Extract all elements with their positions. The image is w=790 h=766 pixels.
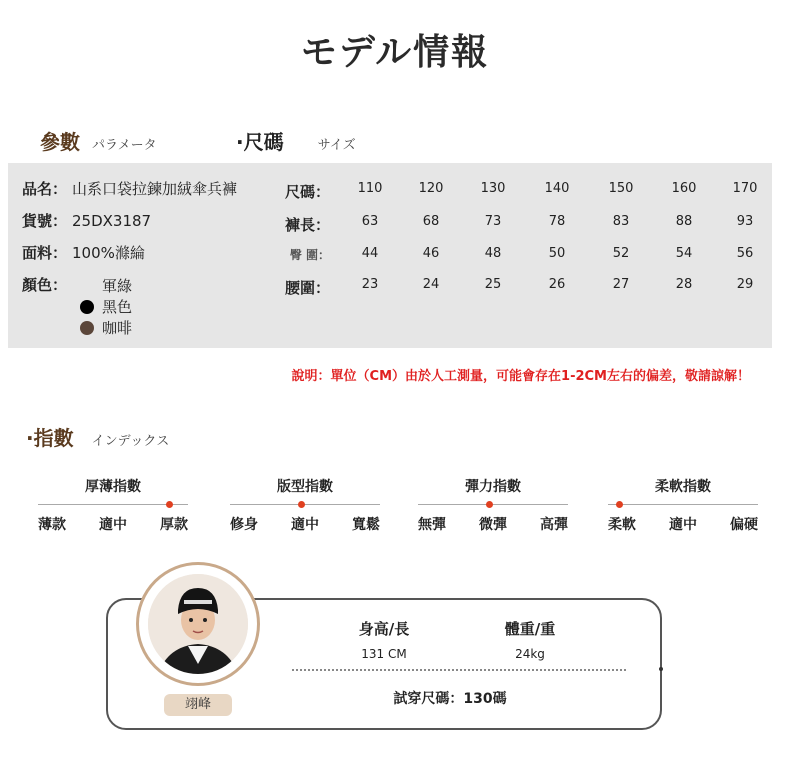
size-row-label: 腰圍： xyxy=(284,279,330,297)
index-scale xyxy=(230,498,380,512)
size-table-row xyxy=(270,181,760,201)
index-group xyxy=(230,476,380,534)
size-cell: 26 xyxy=(548,277,566,292)
size-cell: 50 xyxy=(548,246,566,261)
color-name: 黑色 xyxy=(102,298,133,316)
index-option: 適中 xyxy=(99,517,127,533)
index-sub: インデックス xyxy=(91,434,170,449)
index-group xyxy=(418,476,568,534)
index-title: 厚薄指數 xyxy=(85,479,141,495)
size-cell: 130 xyxy=(480,181,506,196)
model-weight xyxy=(470,618,590,661)
size-section-heading xyxy=(236,126,356,155)
index-option: 無彈 xyxy=(418,517,446,533)
product-material-label: 面料： xyxy=(22,244,68,262)
measurement-note: 說明：單位（CM）由於人工測量，可能會存在1-2CM左右的偏差，敬請諒解！ xyxy=(291,369,750,384)
size-cell: 24 xyxy=(422,277,440,292)
page-title: モデル情報 xyxy=(300,32,490,73)
size-cell: 27 xyxy=(612,277,630,292)
size-row-label: 尺碼： xyxy=(284,183,330,201)
index-options xyxy=(608,514,758,534)
model-avatar xyxy=(136,562,260,686)
size-cell: 46 xyxy=(422,246,440,261)
size-cell: 28 xyxy=(675,277,693,292)
size-cell: 83 xyxy=(612,214,630,229)
child-portrait-icon xyxy=(148,574,248,674)
index-title: 版型指數 xyxy=(277,479,333,495)
model-height xyxy=(324,618,444,661)
index-marker xyxy=(616,501,623,508)
size-cell: 160 xyxy=(671,181,697,196)
size-sub: サイズ xyxy=(317,138,356,153)
index-group xyxy=(608,476,758,534)
size-cell: 170 xyxy=(732,181,758,196)
product-name-label: 品名： xyxy=(22,180,68,198)
product-color-label: 顏色： xyxy=(22,276,68,294)
weight-value: 24kg xyxy=(515,647,545,661)
index-option: 寬鬆 xyxy=(352,517,380,533)
index-title: 柔軟指數 xyxy=(655,479,711,495)
size-cell: 52 xyxy=(612,246,630,261)
model-name-tag: 翊峰 xyxy=(164,694,232,716)
params-sub: パラメータ xyxy=(92,138,157,153)
params-section-heading xyxy=(40,126,157,155)
size-cell: 56 xyxy=(736,246,754,261)
dotted-divider xyxy=(292,669,626,671)
size-table-row xyxy=(270,214,760,234)
color-item xyxy=(80,317,132,338)
index-scale-line xyxy=(418,504,568,505)
product-material: 100%滌綸 xyxy=(72,244,145,262)
size-cell: 150 xyxy=(608,181,634,196)
size-table-row xyxy=(270,277,760,297)
size-cell: 73 xyxy=(484,214,502,229)
tried-size xyxy=(340,688,560,708)
size-label: ·尺碼 xyxy=(236,130,284,154)
color-list xyxy=(80,275,132,338)
index-option: 適中 xyxy=(291,517,319,533)
index-option: 微彈 xyxy=(479,517,507,533)
size-table-row xyxy=(270,246,760,266)
color-swatch xyxy=(80,300,94,314)
index-option: 適中 xyxy=(669,517,697,533)
index-options xyxy=(38,514,188,534)
index-option: 薄款 xyxy=(38,517,66,533)
color-item xyxy=(80,296,132,317)
tried-size-value: 130碼 xyxy=(463,691,507,707)
color-item xyxy=(80,275,132,296)
color-name: 咖啡 xyxy=(102,319,133,337)
color-name: 軍綠 xyxy=(102,277,133,295)
product-material-row xyxy=(22,243,237,275)
size-cell: 140 xyxy=(544,181,570,196)
size-cell: 48 xyxy=(484,246,502,261)
index-option: 厚款 xyxy=(160,517,188,533)
size-row-label: 臀 圍： xyxy=(289,248,330,262)
index-options xyxy=(230,514,380,534)
size-cell: 120 xyxy=(418,181,444,196)
product-code-row xyxy=(22,211,237,243)
divider-end-dot xyxy=(659,667,663,671)
product-name-row xyxy=(22,179,237,211)
params-label: 參數 xyxy=(40,130,80,154)
index-scale xyxy=(418,498,568,512)
color-swatch xyxy=(80,279,94,293)
index-title: 彈力指數 xyxy=(465,479,521,495)
size-cell: 93 xyxy=(736,214,754,229)
size-cell: 68 xyxy=(422,214,440,229)
size-cell: 23 xyxy=(361,277,379,292)
index-label: ·指數 xyxy=(26,426,74,450)
size-cell: 25 xyxy=(484,277,502,292)
size-cell: 44 xyxy=(361,246,379,261)
index-marker xyxy=(486,501,493,508)
color-swatch xyxy=(80,321,94,335)
index-group xyxy=(38,476,188,534)
index-option: 修身 xyxy=(230,517,258,533)
size-cell: 54 xyxy=(675,246,693,261)
size-cell: 88 xyxy=(675,214,693,229)
tried-size-label: 試穿尺碼： xyxy=(393,691,464,707)
height-value: 131 CM xyxy=(361,647,407,661)
size-cell: 63 xyxy=(361,214,379,229)
height-label: 身高/長 xyxy=(358,620,410,638)
index-marker xyxy=(166,501,173,508)
index-section-heading xyxy=(26,422,169,451)
size-cell: 29 xyxy=(736,277,754,292)
product-name: 山系口袋拉鍊加絨傘兵褲 xyxy=(72,180,238,198)
index-options xyxy=(418,514,568,534)
index-scale-line xyxy=(230,504,380,505)
index-scale xyxy=(608,498,758,512)
index-option: 高彈 xyxy=(540,517,568,533)
size-cell: 78 xyxy=(548,214,566,229)
index-scale xyxy=(38,498,188,512)
index-marker xyxy=(298,501,305,508)
index-option: 柔軟 xyxy=(608,517,636,533)
weight-label: 體重/重 xyxy=(504,620,556,638)
size-row-label: 褲長： xyxy=(284,216,330,234)
spec-panel xyxy=(8,163,772,348)
size-cell: 110 xyxy=(357,181,383,196)
avatar-photo xyxy=(148,574,248,674)
product-code: 25DX3187 xyxy=(72,212,152,230)
index-scale-line xyxy=(608,504,758,505)
product-code-label: 貨號： xyxy=(22,212,68,230)
index-option: 偏硬 xyxy=(730,517,758,533)
